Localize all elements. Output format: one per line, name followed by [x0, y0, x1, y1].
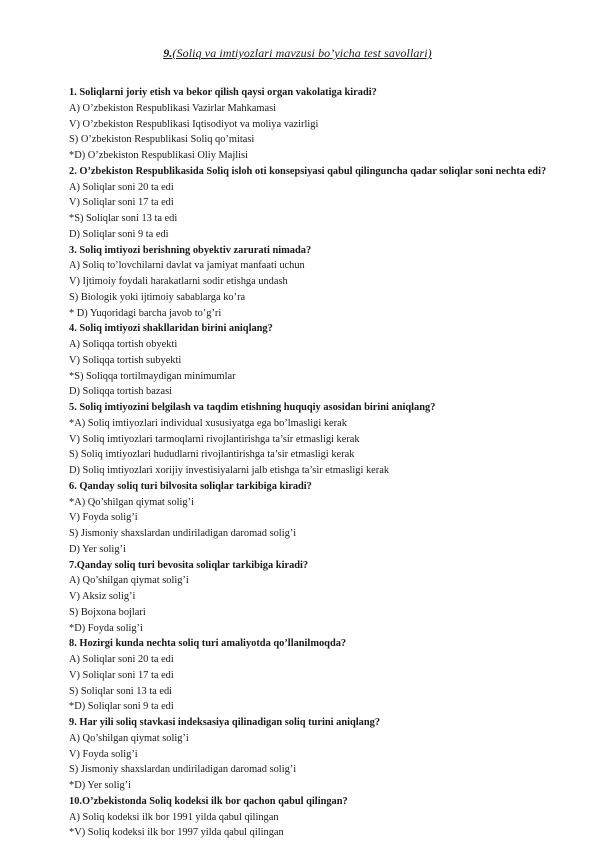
- answer-option: S) Biologik yoki ijtimoiy sabablarga ko’ra: [69, 291, 246, 303]
- answer-option: V) Aksiz solig’i: [69, 591, 136, 602]
- question-text: 2. O’zbekiston Respublikasida Soliq isloh oti konsepsiyasi qabul qilinguncha qadar soliqlar soni nechta edi?: [69, 165, 547, 177]
- title-number: 9.: [163, 46, 173, 60]
- question-text: 4. Soliq imtiyozi shakllaridan birini aniqlang?: [69, 323, 273, 335]
- answer-option: *D) Foyda solig’i: [69, 622, 143, 634]
- answer-option: *S) Soliqlar soni 13 ta edi: [69, 213, 178, 224]
- answer-option: D) Yer solig’i: [69, 543, 126, 555]
- answer-option: *S) Soliqqa tortilmaydigan minimumlar: [69, 370, 236, 382]
- answer-option: S) Soliq imtiyozlari hududlarni rivojlantirishga ta’sir etmasligi kerak: [69, 449, 355, 461]
- question-text: 8. Hozirgi kunda nechta soliq turi amaliyotda qo’llanilmoqda?: [69, 638, 347, 650]
- answer-option: A) Soliqqa tortish obyekti: [69, 339, 178, 350]
- answer-option: D) Soliq imtiyozlari xorijiy investisiyalarni jalb etishga ta’sir etmasligi kerak: [69, 465, 390, 476]
- answer-option: D) Soliqqa tortish bazasi: [69, 386, 173, 398]
- question-text: 7.Qanday soliq turi bevosita soliqlar tarkibiga kiradi?: [69, 559, 309, 571]
- answer-option: A) Qo’shilgan qiymat solig’i: [69, 575, 189, 587]
- page-title: [0, 46, 595, 61]
- answer-option: A) Soliqlar soni 20 ta edi: [69, 654, 174, 665]
- answer-option: V) Soliq imtiyozlari tarmoqlarni rivojlantirishga ta’sir etmasligi kerak: [69, 433, 360, 445]
- answer-option: *D) Soliqlar soni 9 ta edi: [69, 701, 174, 713]
- answer-option: A) O’zbekiston Respublikasi Vazirlar Mahkamasi: [69, 102, 276, 114]
- answer-option: S) Jismoniy shaxslardan undiriladigan daromad solig’i: [69, 764, 297, 776]
- answer-option: * D) Yuqoridagi barcha javob to’g’ri: [69, 307, 222, 319]
- answer-option: V) Foyda solig’i: [69, 748, 138, 760]
- answer-option: *A) Soliq imtiyozlari individual xususiyatga ega bo’lmasligi kerak: [69, 417, 347, 429]
- answer-option: V) Foyda solig’i: [69, 512, 138, 524]
- title-text: (Soliq va imtiyozlari mavzusi bo’yicha test savollari): [172, 46, 432, 60]
- answer-option: *D) O’zbekiston Respublikasi Oliy Majlisi: [69, 150, 248, 161]
- answer-option: V) Soliqlar soni 17 ta edi: [69, 669, 174, 681]
- answer-option: S) O’zbekiston Respublikasi Soliq qo’mitasi: [69, 134, 255, 146]
- answer-option: S) Jismoniy shaxslardan undiriladigan daromad solig’i: [69, 528, 297, 539]
- answer-option: V) Soliqqa tortish subyekti: [69, 354, 182, 366]
- answer-option: V) Ijtimoiy foydali harakatlarni sodir etishga undash: [69, 276, 288, 287]
- answer-option: A) Soliq kodeksi ilk bor 1991 yilda qabul qilingan: [69, 811, 279, 823]
- answer-option: *A) Qo’shilgan qiymat solig’i: [69, 496, 194, 508]
- question-text: 9. Har yili soliq stavkasi indeksasiya qilinadigan soliq turini aniqlang?: [69, 717, 381, 728]
- answer-option: V) Soliqlar soni 17 ta edi: [69, 197, 174, 209]
- answer-option: S) Bojxona bojlari: [69, 606, 146, 618]
- answer-option: *V) Soliq kodeksi ilk bor 1997 yilda qabul qilingan: [69, 827, 284, 839]
- answer-option: A) Soliqlar soni 20 ta edi: [69, 181, 174, 193]
- question-text: 1. Soliqlarni joriy etish va bekor qilish qaysi organ vakolatiga kiradi?: [69, 87, 377, 98]
- question-text: 6. Qanday soliq turi bilvosita soliqlar tarkibiga kiradi?: [69, 480, 312, 492]
- question-text: 10.O’zbekistonda Soliq kodeksi ilk bor qachon qabul qilingan?: [69, 795, 348, 807]
- answer-option: *D) Yer solig’i: [69, 780, 132, 791]
- answer-option: S) Soliqlar soni 13 ta edi: [69, 685, 173, 697]
- question-text: 5. Soliq imtiyozini belgilash va taqdim etishning huquqiy asosidan birini aniqlang?: [69, 402, 436, 413]
- answer-option: V) O’zbekiston Respublikasi Iqtisodiyot va moliya vazirligi: [69, 118, 319, 130]
- question-list: [43, 85, 575, 841]
- answer-option: A) Qo’shilgan qiymat solig’i: [69, 732, 189, 744]
- question-text: 3. Soliq imtiyozi berishning obyektiv zarurati nimada?: [69, 244, 312, 256]
- answer-option: D) Soliqlar soni 9 ta edi: [69, 228, 169, 240]
- answer-option: A) Soliq to’lovchilarni davlat va jamiyat manfaati uchun: [69, 260, 305, 272]
